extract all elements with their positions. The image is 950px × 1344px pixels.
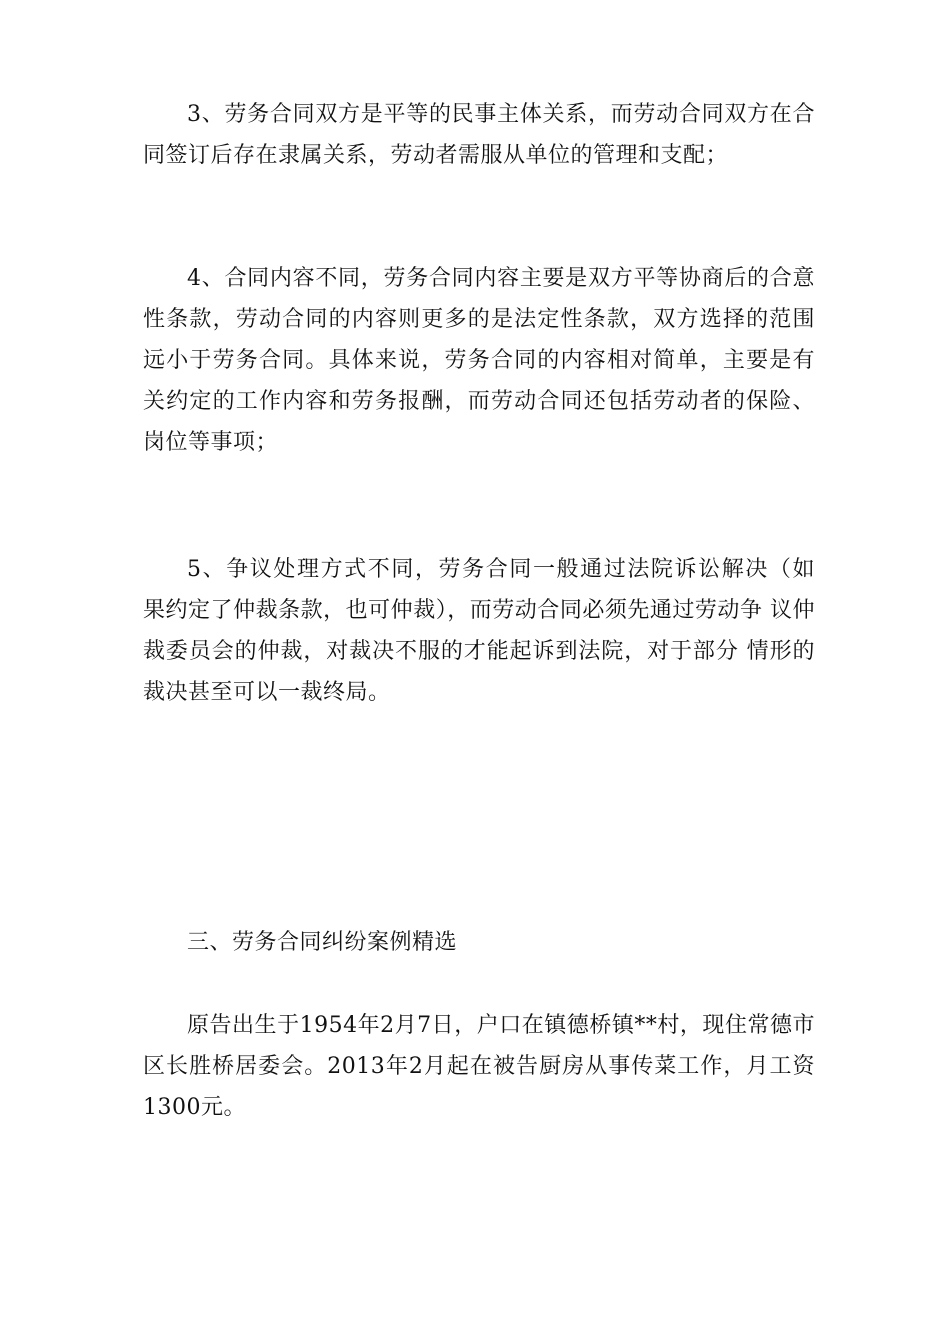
section-heading-3: 三、劳务合同纠纷案例精选: [187, 930, 458, 955]
paragraph-item-3: 3、劳务合同双方是平等的民事主体关系，而劳动合同双方在合同签订后存在隶属关系，劳动者需服从单位的管理和支配；: [143, 102, 815, 168]
paragraph-item-4: 4、合同内容不同，劳务合同内容主要是双方平等协商后的合意性条款，劳动合同的内容则更多的是法定性条款，双方选择的范围远小于劳务合同。具体来说，劳务合同的内容相对简单，主要是有关约定的工作内容和劳务报酬，而劳动合同还包括劳动者的保险、岗位等事项；: [143, 266, 815, 455]
paragraph-item-5: 5、争议处理方式不同，劳务合同一般通过法院诉讼解决（如 果约定了仲裁条款，也可仲裁），而劳动合同必须先通过劳动争 议仲裁委员会的仲裁，对裁决不服的才能起诉到法院，对于部分 情形的裁决甚至可以一裁终局。: [143, 557, 815, 705]
case-paragraph: 原告出生于1954年2月7日，户口在镇德桥镇**村，现住常德市区长胜桥居委会。2013年2月起在被告厨房从事传菜工作，月工资1300元。: [143, 1013, 815, 1120]
